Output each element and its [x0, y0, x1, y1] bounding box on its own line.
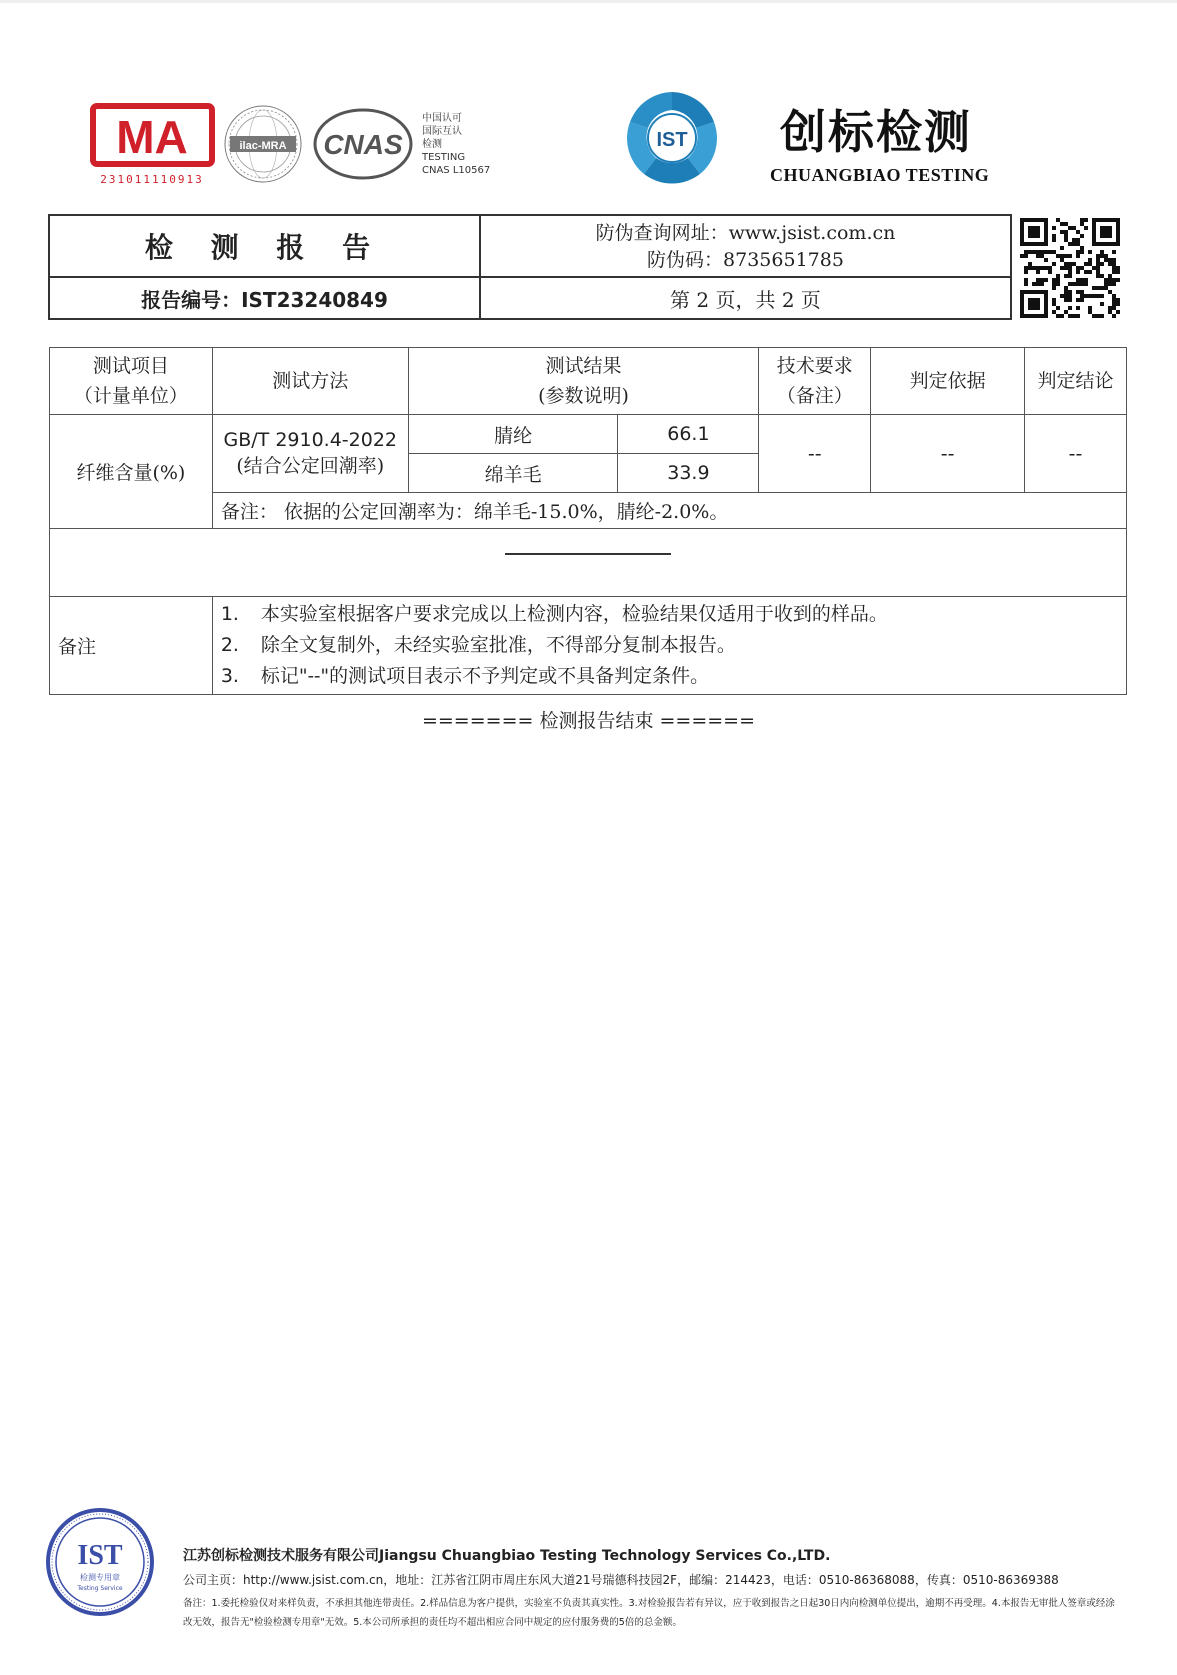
cma-logo	[90, 103, 215, 189]
cma-text: MA	[116, 111, 188, 163]
header-requirement: 技术要求 （备注）	[759, 348, 871, 415]
brand-name-en: CHUANGBIAO TESTING	[770, 165, 990, 185]
verify-info	[481, 220, 1010, 274]
test-results-table	[49, 347, 1127, 695]
header-method: 测试方法	[212, 348, 408, 415]
blank-row-separator	[505, 553, 671, 555]
cell-component-name: 绵羊毛	[408, 454, 618, 493]
remark-item: 3. 标记"--"的测试项目表示不予判定或不具备判定条件。	[220, 665, 710, 687]
qr-code[interactable]	[1020, 218, 1120, 318]
cnas-line: 检测	[422, 139, 442, 150]
seal-en: Testing Service	[77, 1585, 123, 1592]
cell-component-value: 33.9	[618, 454, 759, 493]
seal-sub: 检测专用章	[80, 1573, 120, 1582]
cell-conclusion: --	[1025, 415, 1127, 493]
ist-logo	[622, 88, 722, 188]
ilac-text: ilac-MRA	[239, 140, 287, 152]
page-info: 第 2 页，共 2 页	[670, 287, 821, 312]
cnas-line: 中国认可	[422, 113, 462, 124]
footer-company: 江苏创标检测技术服务有限公司Jiangsu Chuangbiao Testing Technology Services Co.,LTD.	[183, 1548, 831, 1564]
footer-contact: 公司主页：http://www.jsist.com.cn，地址：江苏省江阴市周庄东风大道21号瑞德科技园2F，邮编：214423，电话：0510-86368088，传真：0510-86369388	[183, 1573, 1059, 1587]
table-row	[50, 415, 1127, 454]
seal-text: IST	[77, 1540, 123, 1571]
report-number: 报告编号：IST23240849	[141, 287, 388, 312]
header-conclusion: 判定结论	[1025, 348, 1127, 415]
cell-method: GB/T 2910.4-2022 (结合公定回潮率)	[212, 415, 408, 493]
testing-seal	[44, 1506, 156, 1618]
remark-item: 1. 本实验室根据客户要求完成以上检测内容，检验结果仅适用于收到的样品。	[220, 603, 888, 625]
remarks-row	[50, 597, 1127, 695]
header-item: 测试项目 （计量单位）	[50, 348, 213, 415]
footer-notes: 备注：1.委托检验仅对来样负责，不承担其他连带责任。2.样品信息为客户提供，实验室不负责其真实性。3.对检验报告若有异议，应于收到报告之日起30日内向检测单位提出，逾期不再受理。4.本报告无审批人签章或经涂改无效，报告无"检验检测专用章"无效。5.本公司所承担的责任均不超出相应合同中规定的应付服务费的5倍的总金额。	[183, 1598, 1115, 1628]
remarks-label: 备注	[50, 597, 213, 695]
cell-note: 备注： 依据的公定回潮率为：绵羊毛-15.0%，腈纶-2.0%。	[212, 493, 1126, 529]
ilac-mra-logo	[222, 104, 304, 184]
report-end-marker: ======= 检测报告结束 ======	[421, 710, 756, 732]
cnas-line: 国际互认	[422, 126, 462, 137]
header-result: 测试结果 (参数说明)	[408, 348, 759, 415]
cma-code: 231011110913	[100, 173, 204, 186]
cnas-line: CNAS L10567	[422, 165, 491, 176]
cell-basis: --	[871, 415, 1025, 493]
brand-name-cn: 创标检测	[780, 105, 972, 159]
report-title: 检 测 报 告	[144, 231, 385, 264]
ist-logo-text: IST	[656, 129, 688, 151]
verify-code: 防伪码：8735651785	[647, 249, 844, 271]
report-header-box	[48, 214, 1012, 320]
header-basis: 判定依据	[871, 348, 1025, 415]
cell-item: 纤维含量(%)	[50, 415, 213, 529]
table-blank-row	[50, 529, 1127, 597]
cell-component-name: 腈纶	[408, 415, 618, 454]
cell-component-value: 66.1	[618, 415, 759, 454]
cnas-text: CNAS	[323, 129, 403, 160]
cnas-line: TESTING	[422, 152, 466, 163]
cnas-accreditation-text	[422, 112, 490, 177]
cnas-logo	[313, 108, 413, 180]
cell-requirement: --	[759, 415, 871, 493]
remarks-list	[212, 597, 1126, 695]
page-top-border	[0, 0, 1177, 3]
remark-item: 2. 除全文复制外，未经实验室批准，不得部分复制本报告。	[220, 634, 736, 656]
table-header-row	[50, 348, 1127, 415]
verify-url: 防伪查询网址：www.jsist.com.cn	[595, 222, 896, 244]
